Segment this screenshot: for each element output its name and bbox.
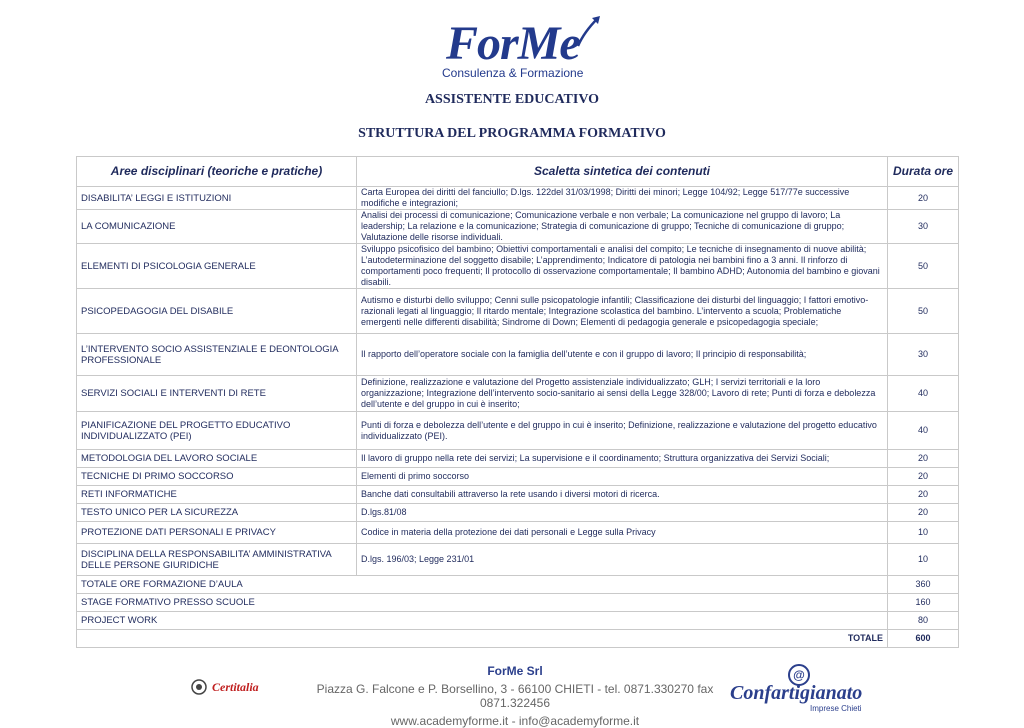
row-area: ELEMENTI DI PSICOLOGIA GENERALE	[77, 244, 357, 289]
row-hours: 20	[888, 187, 959, 210]
row-hours: 30	[888, 210, 959, 244]
table-row	[77, 504, 959, 522]
summary-hours: 360	[888, 576, 959, 594]
table-row	[77, 468, 959, 486]
summary-row	[77, 612, 959, 630]
row-content: Punti di forza e debolezza dell’utente e del gruppo in cui è inserito; Definizione, realizzazione e valutazione del progetto educativo individualizzato (PEI).	[357, 412, 888, 450]
table-header	[77, 157, 959, 187]
row-content: Banche dati consultabili attraverso la rete usando i diversi motori di ricerca.	[357, 486, 888, 504]
row-hours: 50	[888, 289, 959, 334]
summary-hours: 80	[888, 612, 959, 630]
row-hours: 40	[888, 376, 959, 412]
confartigianato-icon: @	[788, 664, 810, 686]
logo-subtitle: Consulenza & Formazione	[442, 66, 584, 80]
row-area: TESTO UNICO PER LA SICUREZZA	[77, 504, 357, 522]
total-hours: 600	[888, 630, 959, 648]
forme-logo	[440, 14, 610, 84]
summary-label: TOTALE ORE FORMAZIONE D’AULA	[77, 576, 888, 594]
row-area: DISCIPLINA DELLA RESPONSABILITA’ AMMINISTRATIVA DELLE PERSONE GIURIDICHE	[77, 544, 357, 576]
row-hours: 50	[888, 244, 959, 289]
table-row	[77, 486, 959, 504]
row-area: DISABILITA’ LEGGI E ISTITUZIONI	[77, 187, 357, 210]
table-row	[77, 334, 959, 376]
total-label: TOTALE	[77, 630, 888, 648]
summary-label: PROJECT WORK	[77, 612, 888, 630]
header-content: Scaletta sintetica dei contenuti	[357, 157, 888, 187]
table-row	[77, 522, 959, 544]
row-hours: 10	[888, 544, 959, 576]
total-row	[77, 630, 959, 648]
summary-row	[77, 594, 959, 612]
certitalia-name: Certitalia	[212, 680, 259, 694]
logo-name: ForMe	[446, 17, 580, 70]
row-area: TECNICHE DI PRIMO SOCCORSO	[77, 468, 357, 486]
row-hours: 20	[888, 486, 959, 504]
certitalia-logo	[190, 676, 290, 700]
row-content: Definizione, realizzazione e valutazione del Progetto assistenziale individualizzato; GLH; I servizi territoriali e la loro organizzazione; Integrazione dell’intervento socio-sanitario ai sensi della Legge 328/00; Lavoro di rete; Punti di forza e debolezza dell’utente e del gruppo in cui è inserito;	[357, 376, 888, 412]
row-area: LA COMUNICAZIONE	[77, 210, 357, 244]
row-area: RETI INFORMATICHE	[77, 486, 357, 504]
table-row	[77, 289, 959, 334]
row-hours: 20	[888, 504, 959, 522]
row-content: Sviluppo psicofisico del bambino; Obiettivi comportamentali e analisi del compito; Le tecniche di insegnamento di nuove abilità; L’autodeterminazione del soggetto disabile; L’apprendimento; Indicatore di patologia nei bambini fino a 3 anni. Il rinforzo di comportamenti poco frequenti; Il protocollo di osservazione comportamentale; Il bambino ADHD; Autonomia del bambino e giovani disabili.	[357, 244, 888, 289]
row-area: SERVIZI SOCIALI E INTERVENTI DI RETE	[77, 376, 357, 412]
footer-web: www.academyforme.it - info@academyforme.it	[390, 714, 640, 728]
row-hours: 40	[888, 412, 959, 450]
table-row	[77, 244, 959, 289]
table-row	[77, 376, 959, 412]
row-content: D.lgs. 196/03; Legge 231/01	[357, 544, 888, 576]
confartigianato-name: Confartigianato	[730, 682, 863, 704]
header-area: Aree disciplinari (teoriche e pratiche)	[77, 157, 357, 187]
footer-company: ForMe Srl	[487, 664, 543, 678]
table-row	[77, 187, 959, 210]
confartigianato-logo	[730, 664, 870, 716]
row-content: Codice in materia della protezione dei dati personali e Legge sulla Privacy	[357, 522, 888, 544]
table-row	[77, 450, 959, 468]
page-title: ASSISTENTE EDUCATIVO	[424, 92, 600, 107]
row-content: Il lavoro di gruppo nella rete dei servizi; La supervisione e il coordinamento; Struttura organizzativa dei Servizi Sociali;	[357, 450, 888, 468]
footer-address: Piazza G. Falcone e P. Borsellino, 3 - 66100 CHIETI - tel. 0871.330270 fax 0871.322456	[316, 682, 714, 710]
row-hours: 20	[888, 468, 959, 486]
program-table	[76, 156, 959, 648]
certification-icon	[190, 676, 290, 700]
row-content: Autismo e disturbi dello sviluppo; Cenni sulle psicopatologie infantili; Classificazione dei disturbi del linguaggio; I fattori emotivo-razionali legati al linguaggio; Il ritardo mentale; Integrazione scolastica del bambino. L’intervento a scuola; Problematiche emergenti nelle differenti disabilità; Sindrome di Down; Elementi di pedagogia generale e psicopedagogia speciale;	[357, 289, 888, 334]
table-row	[77, 412, 959, 450]
summary-label: STAGE FORMATIVO PRESSO SCUOLE	[77, 594, 888, 612]
arrow-icon	[574, 14, 604, 50]
row-content: Analisi dei processi di comunicazione; Comunicazione verbale e non verbale; La comunicazione nel gruppo di lavoro; La leadership; La relazione e la comunicazione; Strategia di comunicazione di gruppo; Tecniche di comunicazione di gruppo; Valutazione delle risorse individuali.	[357, 210, 888, 244]
row-hours: 10	[888, 522, 959, 544]
page-subtitle: STRUTTURA DEL PROGRAMMA FORMATIVO	[358, 126, 666, 141]
row-area: L’INTERVENTO SOCIO ASSISTENZIALE E DEONTOLOGIA PROFESSIONALE	[77, 334, 357, 376]
row-content: Il rapporto dell’operatore sociale con la famiglia dell’utente e con il gruppo di lavoro; Il principio di responsabilità;	[357, 334, 888, 376]
table-row	[77, 210, 959, 244]
row-content: D.lgs.81/08	[357, 504, 888, 522]
row-area: PSICOPEDAGOGIA DEL DISABILE	[77, 289, 357, 334]
table-row	[77, 544, 959, 576]
row-hours: 20	[888, 450, 959, 468]
summary-hours: 160	[888, 594, 959, 612]
footer-contact	[300, 664, 730, 728]
row-area: METODOLOGIA DEL LAVORO SOCIALE	[77, 450, 357, 468]
row-content: Elementi di primo soccorso	[357, 468, 888, 486]
summary-row	[77, 576, 959, 594]
row-area: PROTEZIONE DATI PERSONALI E PRIVACY	[77, 522, 357, 544]
row-hours: 30	[888, 334, 959, 376]
row-area: PIANIFICAZIONE DEL PROGETTO EDUCATIVO INDIVIDUALIZZATO (PEI)	[77, 412, 357, 450]
row-content: Carta Europea dei diritti del fanciullo; D.lgs. 122del 31/03/1998; Diritti dei minori; Legge 104/92; Legge 517/77e successive modifiche e integrazioni;	[357, 187, 888, 210]
header-duration: Durata ore	[888, 157, 959, 187]
confartigianato-sub: Imprese Chieti	[810, 704, 862, 713]
footer	[0, 664, 1024, 728]
